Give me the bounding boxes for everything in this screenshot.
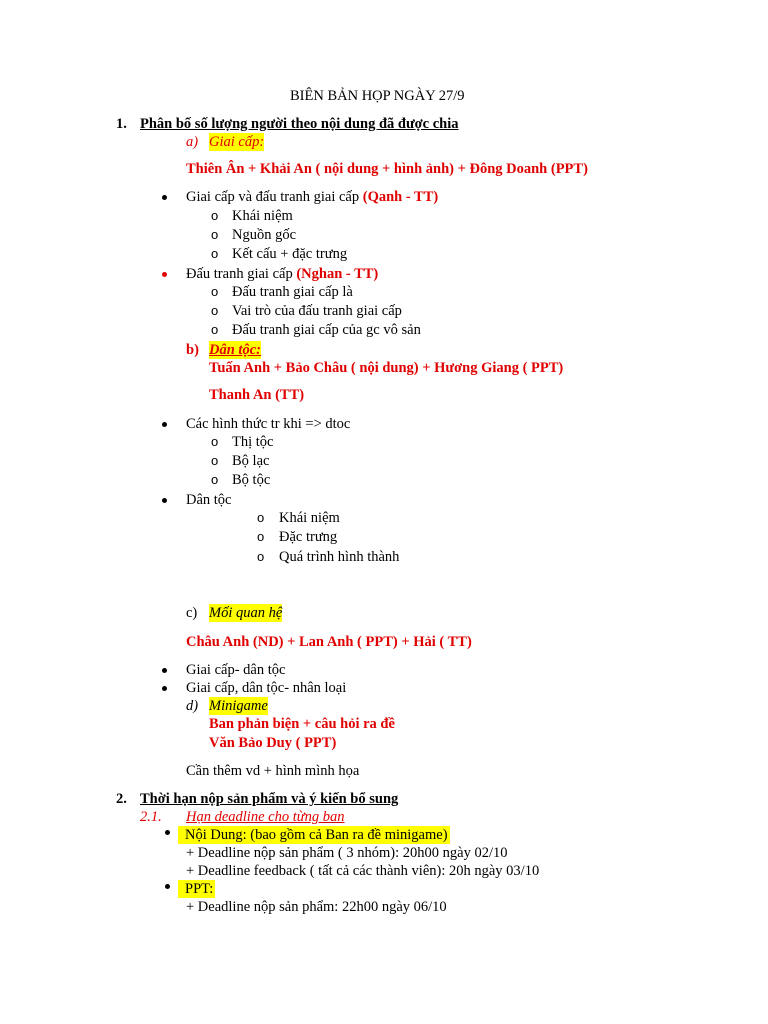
sub-item: Khái niệm	[279, 510, 340, 526]
circle-bullet-icon: o	[211, 284, 219, 299]
deadline-content-header	[178, 826, 450, 844]
sub-item: Bộ tộc	[232, 472, 271, 488]
bullet-nation: Dân tộc	[186, 492, 232, 508]
item-b-team-tt: Thanh An (TT)	[209, 387, 305, 403]
bullet-assignee: (Nghan - TT)	[296, 266, 379, 282]
sub-item: Vai trò của đấu tranh giai cấp	[232, 303, 402, 319]
circle-bullet-icon: o	[211, 208, 219, 223]
circle-bullet-icon: o	[211, 303, 219, 318]
deadline-line: + Deadline nộp sản phẩm ( 3 nhóm): 20h00 ngày 02/10	[186, 845, 508, 861]
item-d-team: Ban phản biện + câu hỏi ra đề	[209, 716, 395, 732]
circle-bullet-icon: o	[257, 529, 265, 544]
item-d-label: Minigame	[209, 698, 268, 714]
sub-section-number: 2.1.	[140, 809, 162, 825]
bullet-relation: Giai cấp, dân tộc- nhân loại	[186, 680, 347, 696]
circle-bullet-icon: o	[257, 510, 265, 525]
item-c-marker: c)	[186, 605, 198, 621]
circle-bullet-icon: o	[211, 434, 219, 449]
bullet-forms: Các hình thức tr khi => dtoc	[186, 416, 351, 432]
page-title: BIÊN BẢN HỌP NGÀY 27/9	[290, 88, 465, 104]
bullet-dot	[162, 668, 167, 673]
sub-section-label: Hạn deadline cho từng ban	[186, 809, 345, 825]
circle-bullet-icon: o	[257, 549, 265, 564]
sub-item: Kết cấu + đặc trưng	[232, 246, 348, 262]
circle-bullet-icon: o	[211, 227, 219, 242]
item-b-marker: b)	[186, 342, 199, 358]
bullet-text: Giai cấp và đấu tranh giai cấp	[186, 189, 363, 205]
item-c-label: Mối quan hệ	[209, 605, 283, 621]
sub-item: Đấu tranh giai cấp của gc vô sản	[232, 322, 421, 338]
sub-item: Đấu tranh giai cấp là	[232, 284, 353, 300]
circle-bullet-icon: o	[211, 472, 219, 487]
deadline-line: + Deadline feedback ( tất cả các thành viên): 20h ngày 03/10	[186, 863, 540, 879]
bullet-dot	[162, 686, 167, 691]
header-text: Nội Dung: (bao gồm cả Ban ra đề minigame)	[185, 827, 448, 843]
item-a-marker: a)	[186, 134, 199, 150]
circle-bullet-icon: o	[211, 246, 219, 261]
sub-item: Nguồn gốc	[232, 227, 297, 243]
item-a-team: Thiên Ân + Khải An ( nội dung + hình ảnh) + Đông Doanh (PPT)	[186, 161, 588, 177]
bullet-dot	[162, 195, 167, 200]
item-a-label: Giai cấp:	[209, 134, 265, 150]
item-b-label: Dân tộc:	[209, 342, 261, 358]
bullet-dot	[162, 272, 167, 277]
deadline-line: + Deadline nộp sản phẩm: 22h00 ngày 06/10	[186, 899, 447, 915]
bullet-dot	[165, 884, 170, 889]
bullet-assignee: (Qanh - TT)	[362, 189, 439, 205]
sub-item: Quá trình hình thành	[279, 549, 400, 565]
item-d-marker: d)	[186, 698, 199, 714]
bullet-dot	[162, 498, 167, 503]
bullet-dot	[162, 422, 167, 427]
deadline-ppt-header	[178, 880, 215, 898]
circle-bullet-icon: o	[211, 322, 219, 337]
bullet-dot	[165, 830, 170, 835]
circle-bullet-icon: o	[211, 453, 219, 468]
sub-item: Bộ lạc	[232, 453, 270, 469]
section-2-number: 2.	[116, 791, 127, 807]
header-text: PPT:	[185, 881, 214, 897]
section-2-heading: Thời hạn nộp sản phẩm và ý kiến bổ sung	[140, 791, 399, 807]
bullet-struggle	[186, 265, 378, 283]
sub-item: Đặc trưng	[279, 529, 338, 545]
item-d-team-ppt: Văn Bảo Duy ( PPT)	[209, 735, 337, 751]
bullet-class-struggle	[186, 188, 438, 206]
bullet-relation: Giai cấp- dân tộc	[186, 662, 286, 678]
section-1-heading: Phân bố số lượng người theo nội dung đã được chia	[140, 116, 459, 132]
bullet-text: Đấu tranh giai cấp	[186, 266, 297, 282]
item-b-team: Tuấn Anh + Bảo Châu ( nội dung) + Hương Giang ( PPT)	[209, 360, 564, 376]
note-text: Cần thêm vd + hình mình họa	[186, 763, 360, 779]
section-1-number: 1.	[116, 116, 127, 132]
sub-item: Khái niệm	[232, 208, 293, 224]
sub-item: Thị tộc	[232, 434, 274, 450]
item-c-team: Châu Anh (ND) + Lan Anh ( PPT) + Hải ( TT)	[186, 634, 472, 650]
